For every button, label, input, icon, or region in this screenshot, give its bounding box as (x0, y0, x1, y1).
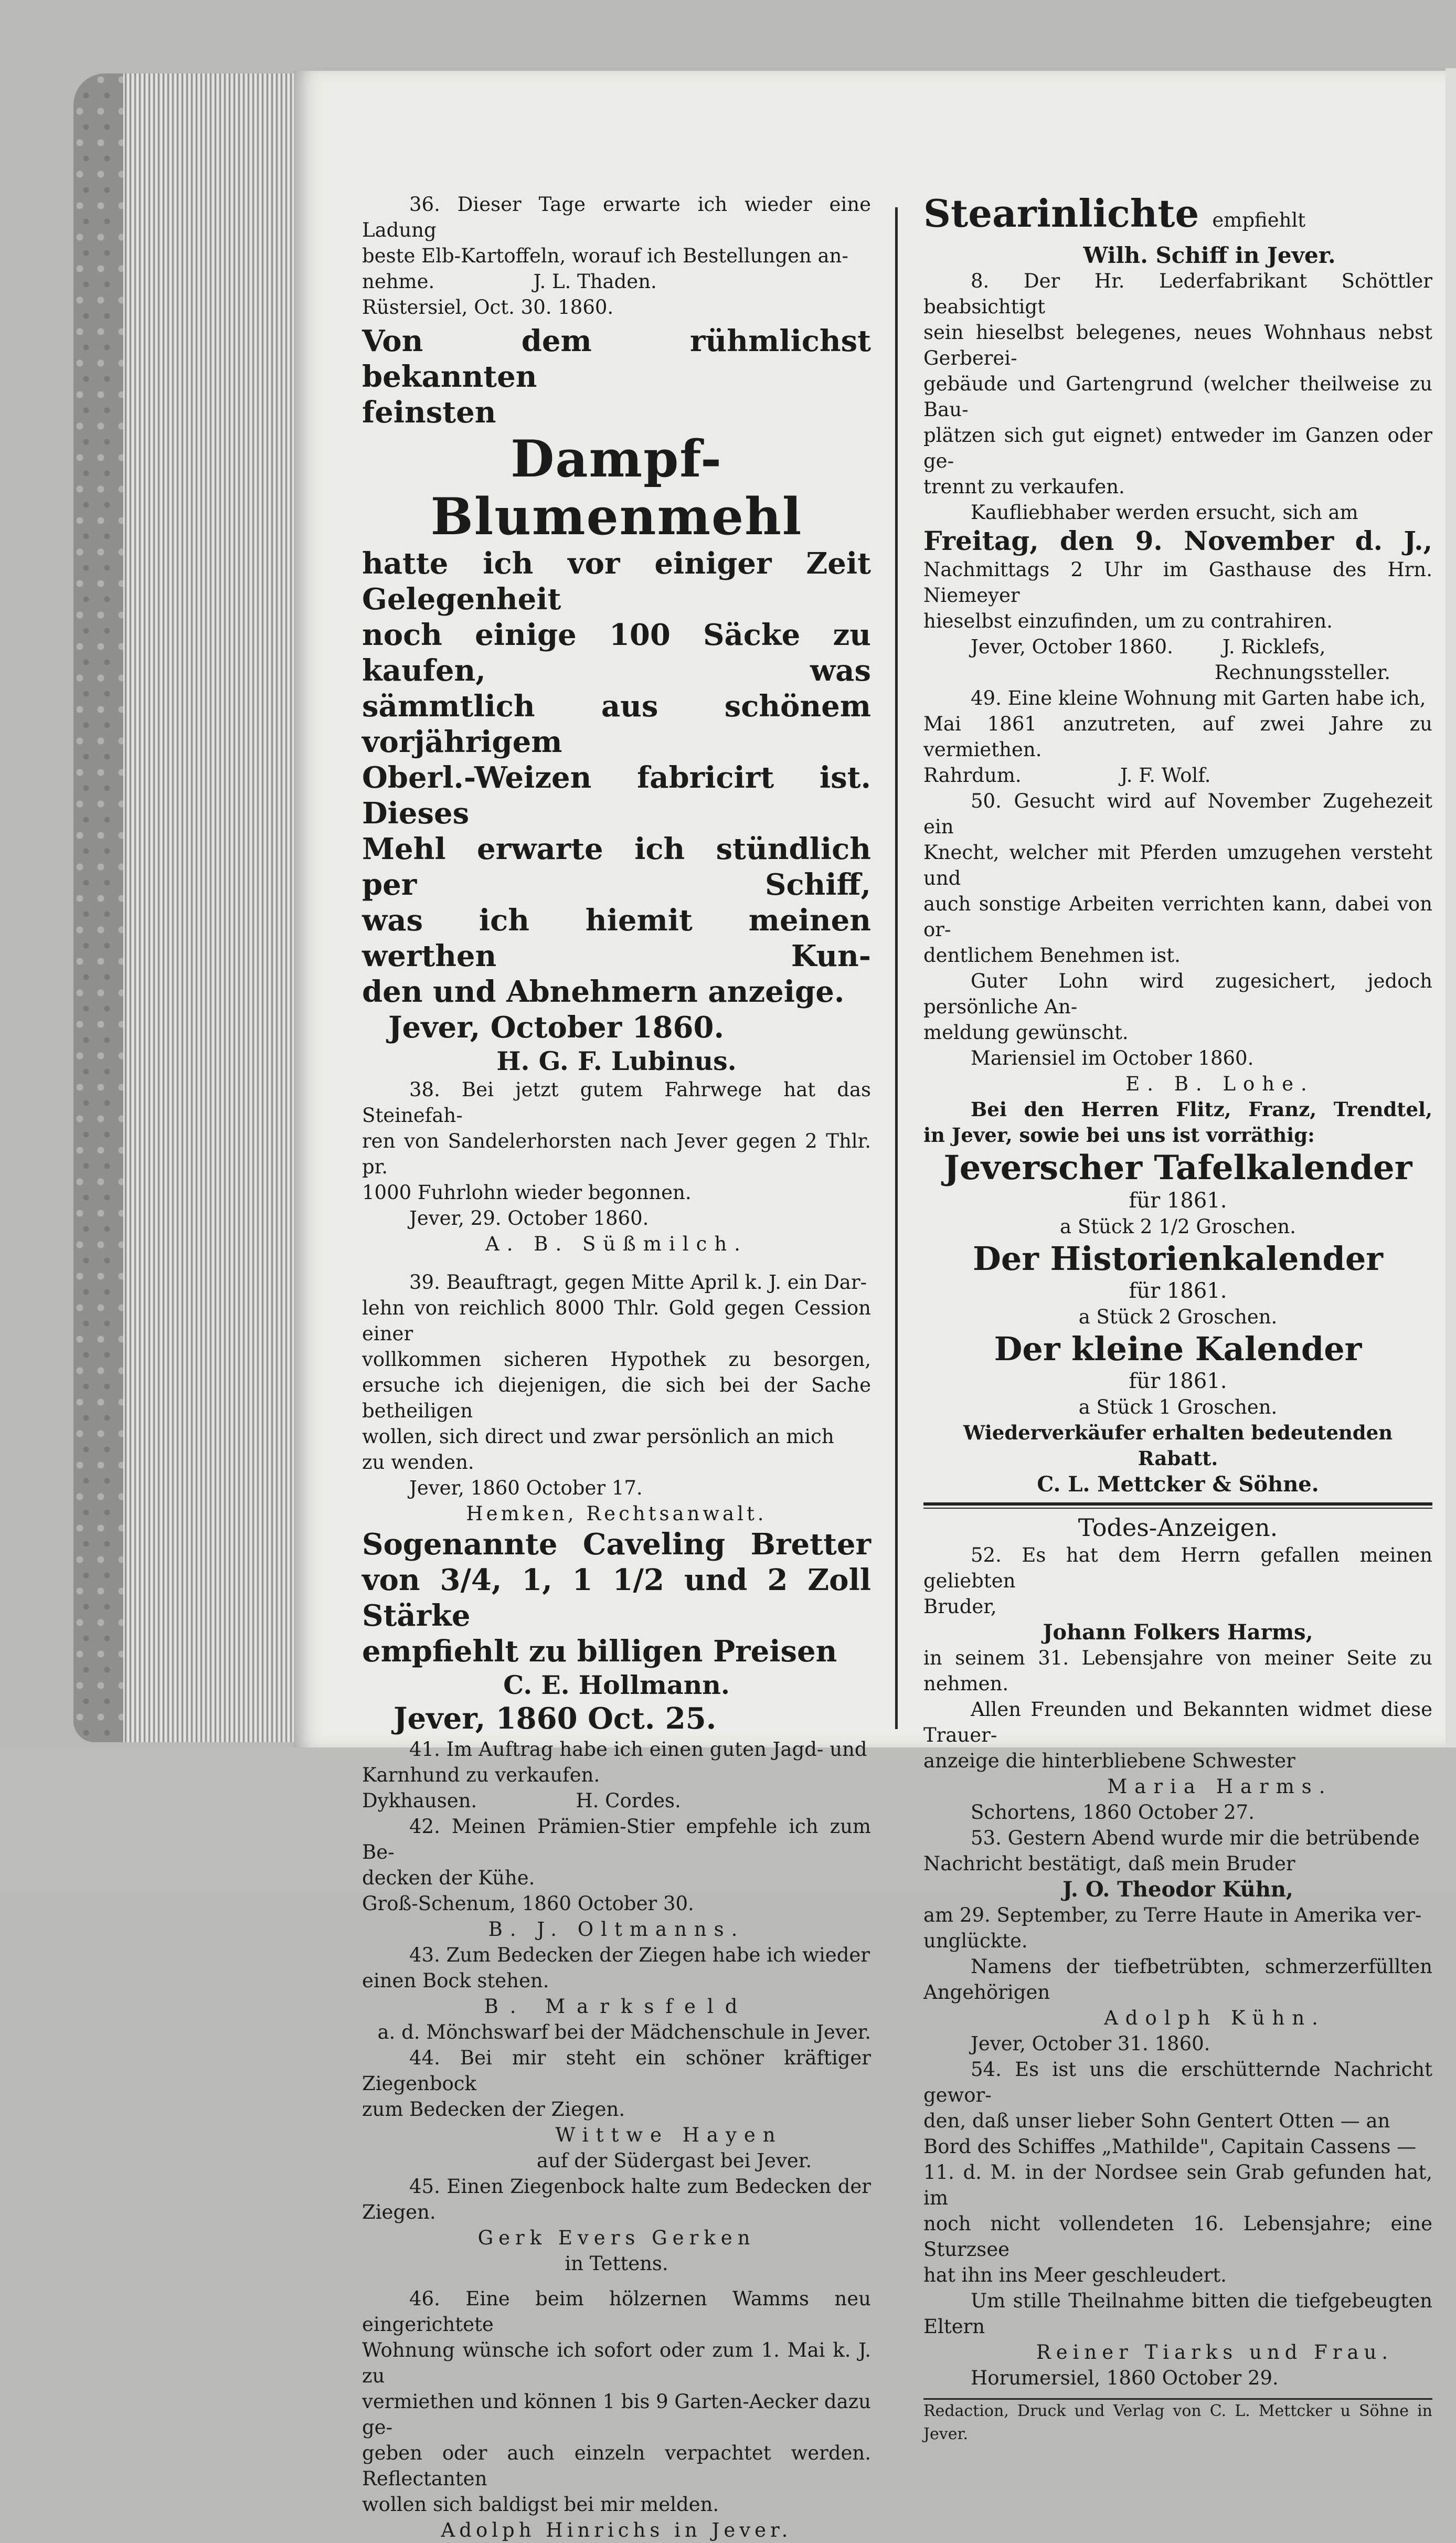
ad-signature: B. J. Oltmanns. (488, 1918, 745, 1941)
ad-line: Bruder, (923, 1595, 997, 1618)
deceased-name: J. O. Theodor Kühn, (1062, 1877, 1293, 1902)
ad-place-date: Rüstersiel, Oct. 30. 1860. (362, 296, 614, 319)
ad-38 (362, 1077, 871, 1257)
ad-signature: C. L. Mettcker & Söhne. (1037, 1472, 1319, 1497)
calendar-year: für 1861. (1129, 1279, 1227, 1303)
ad-place-date: Mariensiel im October 1860. (971, 1047, 1254, 1069)
ad-line: 44. Bei mir steht ein schöner kräftiger Ziegenbock (362, 2047, 871, 2095)
ad-line: 50. Gesucht wird auf November Zugehezeit ein (923, 790, 1432, 838)
ad-49 (923, 685, 1432, 788)
ad-signature: Adolph Hinrichs in Jever. (441, 2519, 792, 2541)
ad-line: Ziegen. (362, 2201, 436, 2223)
ad-line: einen Bock stehen. (362, 1969, 549, 1992)
ad-line: 39. Beauftragt, gegen Mitte April k. J. ein Dar- (409, 1271, 867, 1294)
ad-line: 54. Es ist uns die erschütternde Nachricht gewor- (923, 2058, 1432, 2106)
calendar-title: Der kleine Kalender (994, 1330, 1362, 1368)
ad-line: 46. Eine beim hölzernen Wamms neu eingerichtete (362, 2287, 871, 2336)
ad-place-date: Groß-Schenum, 1860 October 30. (362, 1892, 694, 1915)
ad-line: Bord des Schiffes „Mathilde", Capitain Cassens — (923, 2135, 1417, 2158)
calendar-year: für 1861. (1129, 1189, 1227, 1213)
ad-signature: Reiner Tiarks und Frau. (1036, 2341, 1394, 2364)
ad-line: 49. Eine kleine Wohnung mit Garten habe ich, (971, 687, 1426, 709)
ad-line: feinsten (362, 395, 496, 430)
ad-line: sämmtlich aus schönem vorjährigem (362, 689, 871, 759)
ad-place-date: Jever, October 31. 1860. (971, 2032, 1210, 2055)
ad-line: geben oder auch einzeln verpachtet werden. Reflectanten (362, 2442, 871, 2490)
ad-line: plätzen sich gut eignet) entweder im Ganzen oder ge- (923, 424, 1432, 472)
ad-46 (362, 2286, 871, 2543)
ad-place-date: Jever, 1860 Oct. 25. (394, 1701, 717, 1736)
facing-page-edge (1446, 68, 1456, 1747)
ad-date-highlight: Freitag, den 9. November d. J., (923, 525, 1432, 556)
ad-line: 42. Meinen Prämien-Stier empfehle ich zum Be- (362, 1815, 871, 1863)
ad-line: Dykhausen. H. Cordes. (362, 1789, 681, 1812)
ad-place-date: Jever, October 1860. J. Ricklefs, (971, 635, 1326, 658)
ad-39 (362, 1269, 871, 1527)
ad-line: empfiehlt (1212, 209, 1306, 231)
ad-line: meldung gewünscht. (923, 1021, 1129, 1044)
ad-address: auf der Südergast bei Jever. (536, 2149, 812, 2172)
right-column (923, 192, 1432, 2446)
ad-line: den und Abnehmern anzeige. (362, 974, 845, 1009)
deceased-name: Johann Folkers Harms, (1043, 1620, 1313, 1645)
ad-line: in seinem 31. Lebensjahre von meiner Seite zu nehmen. (923, 1647, 1432, 1695)
ad-line: 53. Gestern Abend wurde mir die betrübende (971, 1827, 1420, 1849)
ad-line: Rahrdum. J. F. Wolf. (923, 764, 1211, 787)
ad-line: decken der Kühe. (362, 1867, 535, 1889)
ad-line: Oberl.-Weizen fabricirt ist. Dieses (362, 760, 871, 831)
ad-signature: H. G. F. Lubinus. (496, 1046, 737, 1076)
ad-line: hatte ich vor einiger Zeit Gelegenheit (362, 546, 871, 617)
ad-44 (362, 2045, 871, 2174)
ad-line: 41. Im Auftrag habe ich einen guten Jagd- und (409, 1738, 867, 1761)
ad-line: dentlichem Benehmen ist. (923, 944, 1181, 967)
ad-line: unglückte. (923, 1930, 1028, 1952)
ad-line: Allen Freunden und Bekannten widmet diese Trauer- (923, 1698, 1432, 1746)
ad-signature: C. E. Hollmann. (503, 1670, 730, 1700)
ad-address: in Tettens. (565, 2252, 668, 2275)
todes-anzeigen (923, 1513, 1432, 2391)
ad-bretter (362, 1527, 871, 1736)
ad-43 (362, 1942, 871, 2045)
ad-line: gebäude und Gartengrund (welcher theilweise zu Bau- (923, 373, 1432, 421)
ad-stearinlichte (923, 192, 1432, 268)
ad-line: Von dem rühmlichst bekannten (362, 324, 871, 394)
ad-signature: E. B. Lohe. (1125, 1073, 1314, 1095)
ad-signature: Hemken, Rechtsanwalt. (466, 1502, 767, 1525)
ad-line: hieselbst einzufinden, um zu contrahiren. (923, 610, 1333, 632)
ad-line: ren von Sandelerhorsten nach Jever gegen 2 Thlr. pr. (362, 1130, 871, 1178)
ad-line: Wohnung wünsche ich sofort oder zum 1. Mai k. J. zu (362, 2339, 871, 2387)
ad-signature: Maria Harms. (1107, 1775, 1333, 1798)
ad-line: lehn von reichlich 8000 Thlr. Gold gegen Cession einer (362, 1297, 871, 1345)
ad-signature: Wilh. Schiff in Jever. (1083, 242, 1336, 268)
book-cover-edge (73, 73, 123, 1742)
ad-line: zum Bedecken der Ziegen. (362, 2098, 625, 2121)
ad-signature-role: Rechnungssteller. (1214, 661, 1390, 684)
ad-line: vollkommen sicheren Hypothek zu besorgen, (362, 1348, 871, 1371)
ad-36 (362, 192, 871, 320)
ad-kalender (923, 1097, 1432, 1497)
ad-line: den, daß unser lieber Sohn Gentert Otten — an (923, 2110, 1390, 2132)
ad-line: Bei den Herren Flitz, Franz, Trendtel, (971, 1098, 1432, 1121)
ad-line: 52. Es hat dem Herrn gefallen meinen geliebten (923, 1544, 1432, 1592)
ad-line: Nachricht bestätigt, daß mein Bruder (923, 1852, 1295, 1875)
section-rule (923, 1502, 1432, 1509)
ad-place-date: Jever, October 1860. (388, 1010, 724, 1045)
ad-dampf-blumenmehl (362, 323, 871, 1077)
ad-place-date: Horumersiel, 1860 October 29. (971, 2367, 1279, 2389)
ad-line: vermiethen und können 1 bis 9 Garten-Aecker dazu ge- (362, 2390, 871, 2439)
ad-signature: Gerk Evers Gerken (477, 2227, 756, 2249)
ad-line: Guter Lohn wird zugesichert, jedoch persönliche An- (923, 970, 1432, 1018)
calendar-price: a Stück 2 Groschen. (1078, 1306, 1278, 1328)
calendar-title: Jeverscher Tafelkalender (943, 1148, 1412, 1188)
ad-line: beste Elb-Kartoffeln, worauf ich Bestellungen an- (362, 245, 848, 267)
ad-line: Mehl erwarte ich stündlich per Schiff, (362, 832, 871, 902)
ad-line: Um stille Theilnahme bitten die tiefgebeugten Eltern (923, 2290, 1432, 2338)
ad-line: hat ihn ins Meer geschleudert. (923, 2264, 1227, 2286)
ad-line: Kaufliebhaber werden ersucht, sich am (971, 501, 1358, 524)
ad-line: trennt zu verkaufen. (923, 475, 1125, 498)
ad-line: 36. Dieser Tage erwarte ich wieder eine Ladung (362, 193, 871, 241)
ad-line: zu wenden. (362, 1451, 474, 1474)
ad-line: Namens der tiefbetrübten, schmerzerfüllten Angehörigen (923, 1955, 1432, 2004)
ad-line: Wiederverkäufer erhalten bedeutenden Rabatt. (963, 1421, 1393, 1470)
ad-line: sein hieselbst belegenes, neues Wohnhaus nebst Gerberei- (923, 321, 1432, 369)
ad-line: Knecht, welcher mit Pferden umzugehen versteht und (923, 841, 1432, 889)
ad-place-date: Jever, 1860 October 17. (409, 1477, 643, 1499)
ad-place-date: Jever, 29. October 1860. (409, 1207, 649, 1230)
ad-address: a. d. Mönchswarf bei der Mädchenschule in Jever. (377, 2021, 871, 2043)
section-heading: Todes-Anzeigen. (1078, 1513, 1278, 1542)
ad-line: von 3/4, 1, 1 1/2 und 2 Zoll Stärke (362, 1563, 871, 1633)
calendar-price: a Stück 1 Groschen. (1078, 1396, 1278, 1418)
ad-line: ersuche ich diejenigen, die sich bei der Sache betheiligen (362, 1374, 871, 1422)
ad-line: anzeige die hinterbliebene Schwester (923, 1750, 1295, 1772)
calendar-title: Der Historienkalender (973, 1239, 1383, 1278)
ad-line: 8. Der Hr. Lederfabrikant Schöttler beabsichtigt (923, 270, 1432, 318)
ad-line: noch einige 100 Säcke zu kaufen, was (362, 618, 871, 688)
ad-headline: Dampf-Blumenmehl (430, 429, 803, 546)
ad-line: 11. d. M. in der Nordsee sein Grab gefunden hat, im (923, 2161, 1432, 2209)
ad-signature: Wittwe Hayen (555, 2124, 783, 2146)
ad-line: wollen sich baldigst bei mir melden. (362, 2493, 719, 2516)
ad-line: 38. Bei jetzt gutem Fahrwege hat das Steinefah- (362, 1078, 871, 1127)
calendar-year: für 1861. (1129, 1369, 1227, 1393)
ad-line: 43. Zum Bedecken der Ziegen habe ich wieder (409, 1944, 870, 1966)
column-divider (895, 207, 898, 1729)
ad-8 (923, 268, 1432, 685)
ad-headline-text: Stearinlichte (923, 191, 1199, 236)
ad-line: noch nicht vollendeten 16. Lebensjahre; eine Sturzsee (923, 2212, 1432, 2261)
ad-line: empfiehlt zu billigen Preisen (362, 1634, 837, 1669)
ad-50 (923, 788, 1432, 1097)
ad-line: nehme. J. L. Thaden. (362, 270, 657, 293)
ad-headline (923, 192, 1432, 242)
ad-line: Karnhund zu verkaufen. (362, 1764, 600, 1786)
ad-signature: A. B. Süßmilch. (485, 1233, 748, 1255)
ad-line: Sogenannte Caveling Bretter (362, 1527, 871, 1562)
ad-place-date: Schortens, 1860 October 27. (971, 1801, 1255, 1824)
ad-line: Nachmittags 2 Uhr im Gasthause des Hrn. Niemeyer (923, 558, 1432, 607)
ad-41 (362, 1736, 871, 1814)
ad-line: 1000 Fuhrlohn wieder begonnen. (362, 1181, 692, 1204)
ad-line: was ich hiemit meinen werthen Kun- (362, 903, 871, 973)
ad-line: auch sonstige Arbeiten verrichten kann, dabei von or- (923, 893, 1432, 941)
calendar-price: a Stück 2 1/2 Groschen. (1060, 1215, 1296, 1238)
ad-line: wollen, sich direct und zwar persönlich an mich (362, 1425, 834, 1448)
ad-signature: Adolph Kühn. (1104, 2007, 1325, 2029)
imprint: Redaction, Druck und Verlag von C. L. Mettcker u Söhne in Jever. (923, 2402, 1432, 2443)
ad-line: in Jever, sowie bei uns ist vorräthig: (923, 1124, 1315, 1147)
ad-line: Mai 1861 anzutreten, auf zwei Jahre zu vermiethen. (923, 713, 1432, 761)
ad-line: 45. Einen Ziegenbock halte zum Bedecken der (409, 2175, 871, 2198)
left-column (362, 192, 871, 2543)
ad-line: am 29. September, zu Terre Haute in Amerika ver- (923, 1904, 1422, 1926)
ad-45 (362, 2174, 871, 2276)
ad-42 (362, 1814, 871, 1942)
ad-signature: B. Marksfeld (484, 1995, 749, 2018)
